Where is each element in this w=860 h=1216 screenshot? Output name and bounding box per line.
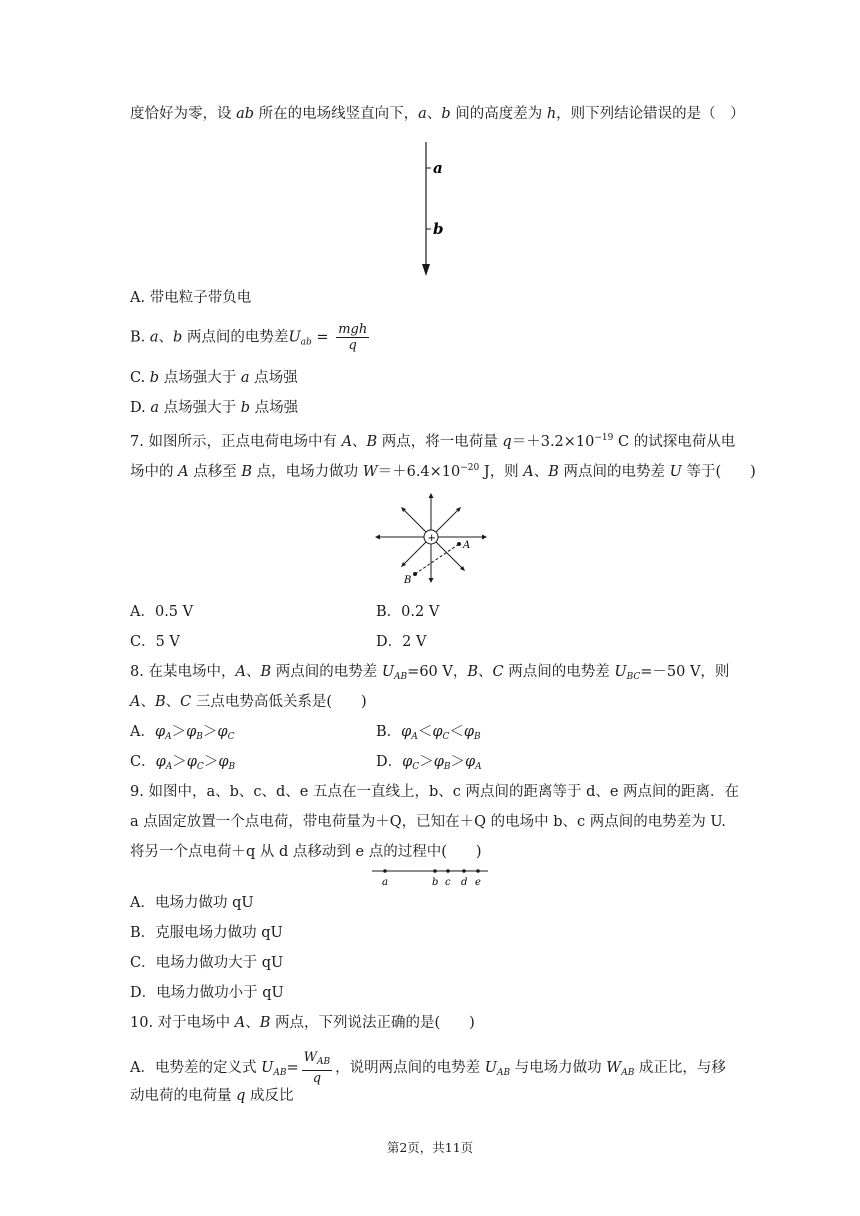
q7-option-a: A．0.5 V (130, 604, 194, 620)
q9-option-d: D．电场力做功小于 qU (130, 985, 284, 1001)
option-prefix: D. (130, 400, 151, 416)
stem-text: 两点间的电势差 (271, 664, 382, 680)
q10-option-a-line2 (130, 1086, 294, 1106)
equals: = (286, 1060, 299, 1076)
point-charge-field-figure (370, 492, 492, 588)
stem-text: 、 (245, 664, 261, 680)
intro-text: 、 (426, 106, 442, 122)
intro-text: ，则下列结论错误的是（ ） (556, 106, 745, 122)
var-U: U (261, 1060, 274, 1076)
stem-text: 两点间的电势差 (558, 464, 670, 480)
stem-text: 10. 对于电场中 (130, 1015, 235, 1031)
intro-text: 间的高度差为 (450, 106, 547, 122)
var-U: U (484, 1060, 497, 1076)
phi: φ (155, 754, 166, 770)
var-b: b (149, 370, 160, 386)
var-B: B (467, 664, 479, 680)
point-e (476, 869, 480, 873)
subscript: B (228, 762, 236, 772)
label-a: a (433, 159, 443, 177)
points-on-line-figure (370, 864, 492, 890)
phi: φ (463, 724, 475, 740)
label-c: c (445, 877, 451, 888)
stem-text: 点，电场力做功 (251, 464, 363, 480)
var-b: b (240, 400, 250, 416)
fraction-mgh-q (336, 322, 369, 353)
relation: ＞ (203, 754, 219, 770)
label-A: A (463, 540, 471, 551)
var-U: U (669, 464, 682, 480)
var-W: W (606, 1060, 622, 1076)
q6-option-c (130, 368, 298, 388)
relation: ＜ (449, 724, 464, 740)
q7-option-d: D．2 V (376, 634, 427, 650)
var-a: a (150, 400, 159, 416)
option-text: 动电荷的电荷量 (130, 1088, 237, 1104)
subscript: A (411, 732, 418, 742)
stem-text: 、 (140, 694, 155, 710)
var-W: W (362, 464, 378, 480)
q8-option-a (130, 722, 234, 747)
point-d (462, 869, 466, 873)
subscript: AB (496, 1068, 511, 1078)
field-line (402, 508, 426, 532)
phi: φ (218, 754, 229, 770)
subscript: AB (316, 1057, 331, 1067)
stem-text: 、 (352, 434, 367, 450)
subscript-ab: ab (300, 337, 312, 348)
option-prefix: A． (130, 724, 155, 740)
stem-text: 场中的 (130, 464, 179, 480)
option-text: 点场强大于 (159, 370, 241, 386)
plus-sign: + (427, 533, 436, 544)
option-text: 两点间的电势差 (182, 329, 289, 346)
exponent: −20 (460, 463, 480, 473)
stem-text: 、 (478, 664, 493, 680)
option-text: 成反比 (245, 1088, 294, 1104)
field-line (436, 542, 464, 570)
var-C: C (180, 694, 192, 710)
subscript: B (443, 762, 451, 772)
var-W: W (303, 1050, 317, 1065)
q6-option-a: A. 带电粒子带负电 (130, 290, 252, 306)
q9-option-b: B．克服电场力做功 qU (130, 925, 283, 941)
var-a: a (418, 106, 427, 122)
option-prefix: C. (130, 370, 150, 386)
var-A: A (235, 664, 246, 680)
phi: φ (401, 724, 412, 740)
option-text: 点场强 (250, 400, 299, 416)
phi: φ (186, 724, 197, 740)
var-B: B (259, 1015, 271, 1031)
subscript: C (442, 732, 450, 742)
option-text: 点场强大于 (158, 400, 241, 416)
intro-text: 度恰好为零，设 (130, 106, 237, 122)
stem-text: 两点，下列说法正确的是( ) (270, 1015, 475, 1031)
q7-option-b: B．0.2 V (376, 604, 440, 620)
arrow-head-icon (482, 535, 487, 540)
q10-stem (130, 1013, 475, 1033)
var-A: A (178, 464, 189, 480)
var-B: B (260, 664, 272, 680)
q8-option-b (376, 722, 481, 747)
option-prefix: D． (376, 754, 403, 770)
var-q: q (502, 434, 512, 450)
subscript: BC (626, 672, 641, 682)
stem-text: ＝＋6.4×10 (377, 464, 461, 480)
phi: φ (433, 754, 444, 770)
phi: φ (432, 724, 443, 740)
stem-text: =－50 V，则 (640, 664, 730, 680)
stem-text: 8. 在某电场中， (130, 664, 236, 680)
stem-text: 点移至 (188, 464, 242, 480)
subscript: AB (273, 1068, 287, 1078)
stem-text: 两点，将一电荷量 (377, 434, 503, 450)
relation: ＞ (450, 754, 465, 770)
option-text: ，说明两点间的电势差 (335, 1060, 485, 1076)
q9-option-c: C．电场力做功大于 qU (130, 955, 284, 971)
subscript: A (475, 762, 482, 772)
q8-stem-line1 (130, 662, 729, 687)
var-A: A (523, 464, 534, 480)
point-c (446, 869, 450, 873)
page-footer: 第2页，共11页 (386, 1140, 474, 1155)
stem-text: J，则 (479, 464, 524, 480)
label-b: b (433, 220, 444, 238)
var-b: b (173, 329, 183, 346)
subscript: C (196, 762, 204, 772)
subscript: A (165, 732, 172, 742)
phi: φ (186, 754, 197, 770)
var-b: b (441, 106, 451, 122)
q6-option-d (130, 398, 298, 418)
arrow-head-icon (422, 264, 430, 276)
q9-stem-line2: a 点固定放置一个点电荷，带电荷量为＋Q，已知在＋Q 的电场中 b、c 两点间的电势差为 U. (130, 814, 726, 830)
var-U: U (614, 664, 627, 680)
q8-option-d (376, 752, 482, 777)
var-U: U (381, 664, 395, 680)
point-a (383, 869, 387, 873)
q9-option-a: A．电场力做功 qU (130, 895, 254, 911)
var-a: a (240, 370, 250, 386)
var-C: C (492, 664, 504, 680)
subscript: AB (394, 672, 408, 682)
relation: ＜ (417, 724, 433, 740)
denominator: q (348, 338, 357, 353)
field-line (402, 542, 426, 566)
arrow-head-icon (375, 535, 380, 540)
stem-text: C 的试探电荷从电 (613, 434, 736, 450)
point-B (413, 572, 417, 576)
var-A: A (341, 434, 353, 450)
stem-text: ＝＋3.2×10 (511, 434, 595, 450)
stem-text: =60 V， (407, 664, 468, 680)
q8-stem-line2 (130, 692, 367, 712)
var-A: A (234, 1015, 246, 1031)
label-b: b (432, 877, 439, 888)
var-B: B (154, 694, 166, 710)
subscript: AB (621, 1068, 635, 1078)
label-a: a (382, 877, 388, 888)
subscript: C (227, 732, 235, 742)
option-text: A．电势差的定义式 (130, 1060, 262, 1076)
relation: ＞ (419, 754, 434, 770)
stem-text: 三点电势高低关系是( ) (191, 694, 367, 710)
stem-text: 、 (245, 1015, 260, 1031)
option-prefix: B. (130, 329, 150, 346)
option-text: 点场强 (249, 370, 298, 386)
intro-line (130, 104, 745, 124)
var-q: q (236, 1088, 246, 1104)
option-text: 、 (158, 329, 174, 346)
q7-option-c: C．5 V (130, 634, 180, 650)
option-text: 成正比，与移 (634, 1060, 726, 1076)
stem-text: 两点间的电势差 (503, 664, 615, 680)
q7-stem-line1 (130, 428, 735, 452)
stem-text: 7. 如图所示，正点电荷电场中有 (130, 434, 342, 450)
stem-text: 、 (165, 694, 181, 710)
denominator: q (312, 1071, 322, 1086)
field-line (436, 508, 460, 532)
q10-option-a-line1 (130, 1050, 726, 1086)
equals: = (311, 329, 334, 346)
var-B: B (548, 464, 559, 480)
stem-text: 等于( ) (681, 464, 756, 480)
option-prefix: B． (376, 724, 402, 740)
arrow-head-icon (429, 493, 434, 498)
phi: φ (154, 724, 166, 740)
option-text: 与电场力做功 (510, 1060, 607, 1076)
field-line-figure (400, 140, 470, 280)
var-A: A (130, 694, 141, 710)
relation: ＞ (171, 724, 187, 740)
label-e: e (475, 877, 481, 888)
q9-stem-line3: 将另一个点电荷＋q 从 d 点移动到 e 点的过程中( ) (130, 844, 482, 860)
q6-option-b (130, 322, 372, 353)
label-B: B (404, 575, 412, 586)
var-U: U (288, 329, 301, 346)
phi: φ (402, 754, 413, 770)
arrow-head-icon (429, 578, 434, 583)
relation: ＞ (202, 724, 218, 740)
subscript: B (474, 732, 481, 742)
subscript: B (196, 732, 203, 742)
option-prefix: C． (130, 754, 156, 770)
subscript: A (165, 762, 173, 772)
stem-text: 、 (533, 464, 549, 480)
relation: ＞ (172, 754, 187, 770)
exponent: −19 (594, 433, 614, 443)
var-ab: ab (236, 106, 255, 122)
var-B: B (241, 464, 252, 480)
q8-option-c (130, 752, 235, 777)
numerator: mgh (338, 322, 368, 337)
q9-stem-line1: 9. 如图中，a、b、c、d、e 五点在一直线上，b、c 两点间的距离等于 d、e 两点间的距离．在 (130, 784, 740, 800)
label-d: d (461, 877, 468, 888)
point-b (433, 869, 437, 873)
q7-stem-line2 (130, 458, 756, 482)
numerator (302, 1050, 333, 1071)
var-a: a (149, 329, 159, 346)
subscript: C (412, 762, 420, 772)
phi: φ (217, 724, 228, 740)
point-A (457, 542, 461, 546)
var-h: h (546, 106, 557, 122)
var-B: B (366, 434, 378, 450)
fraction-W-q (302, 1050, 333, 1086)
intro-text: 所在的电场线竖直向下， (254, 106, 419, 122)
phi: φ (464, 754, 476, 770)
